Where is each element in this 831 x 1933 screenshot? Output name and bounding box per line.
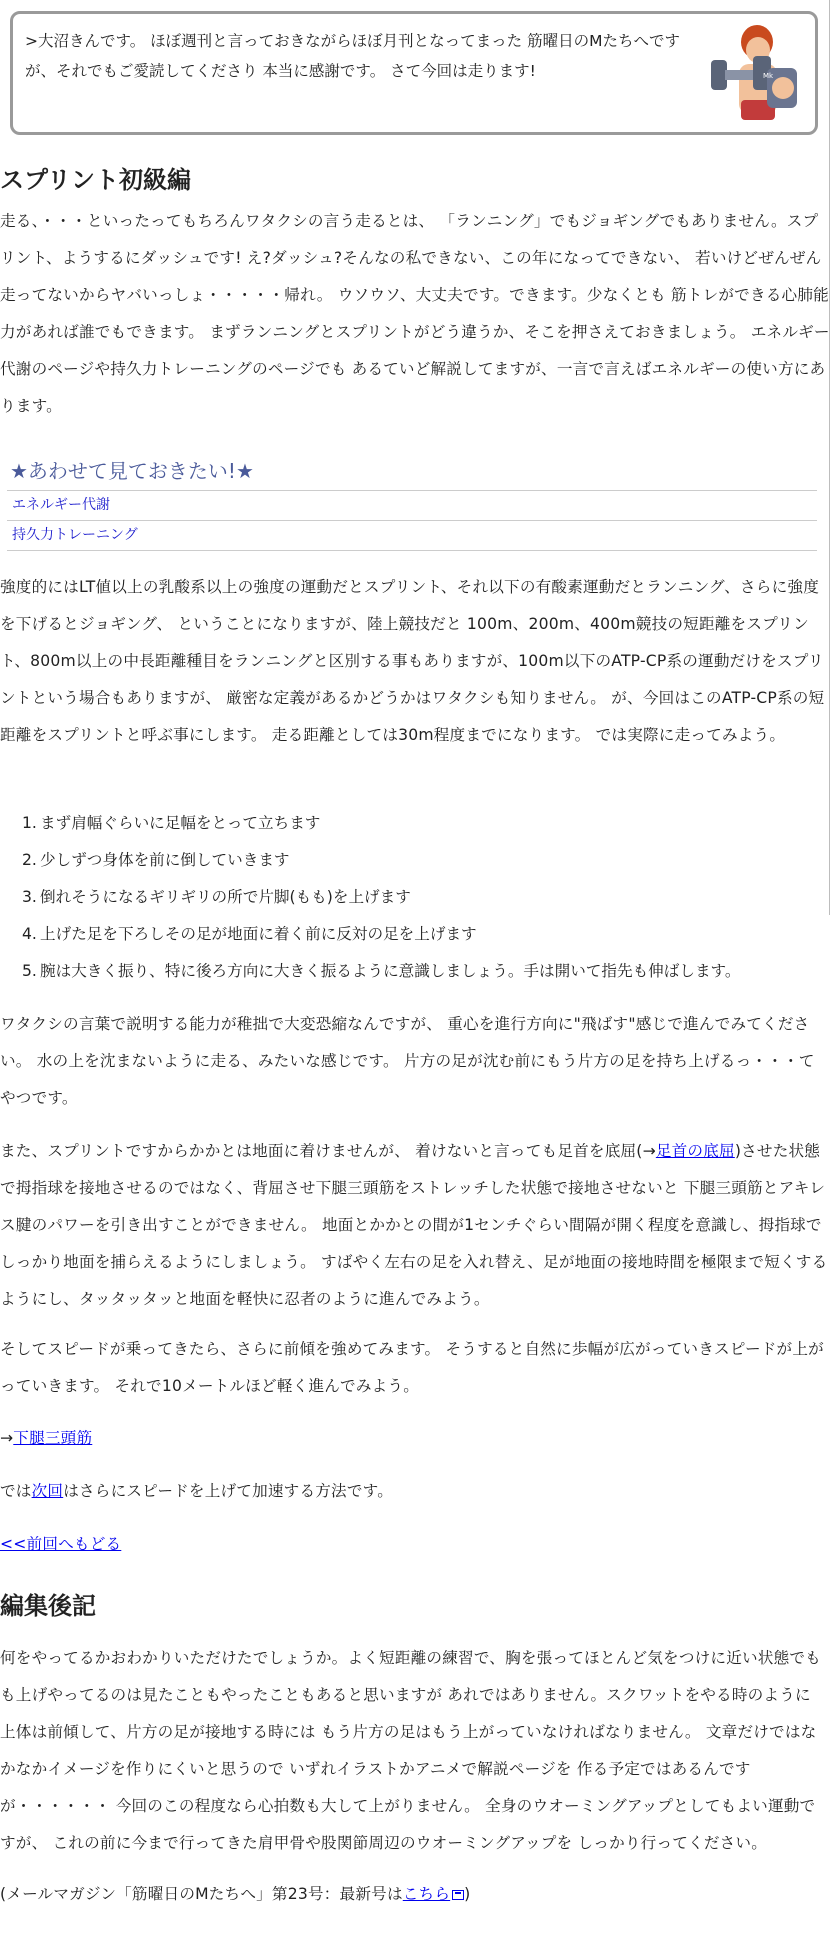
back-line xyxy=(0,1526,830,1563)
mascot-illustration xyxy=(705,20,807,124)
muscle-link-line: →下腿三頭筋 xyxy=(0,1429,93,1447)
paragraph-intro: 走る、・・・といったってもちろんワタクシの言う走るとは、 「ランニング」でもジョギングでもありません。スプリント、ようするにダッシュです! え?ダッシュ?そんなの私できない、この年になってできない、 若いけどぜんぜん走ってないからヤバいっしょ・・・・・帰れ。 ウソウソ、大丈夫です。できます。少なくとも 筋トレができる心肺能力があれば誰でもできます。 まずランニングとスプリントがどう違うか、そこを押さえておきましょう。 エネルギー代謝のページや持久力トレーニングのページでも あるていど解説してますが、一言で言えばエネルギーの使い方にあります。 xyxy=(0,212,830,415)
list-item: 1. まず肩幅ぐらいに足幅をとって立ちます xyxy=(22,814,321,832)
paragraph-definition: 強度的にはLT値以上の乳酸系以上の強度の運動だとスプリント、それ以下の有酸素運動だとランニング、さらに強度を下げるとジョギング、 ということになりますが、陸上競技だと 100m、200m、400m競技の短距離をスプリント、800m以上の中長距離種目をランニングと区別する事もありますが、100m以下のATP-CP系の運動だけをスプリントという場合もありますが、 厳密な定義があるかどうかはワタクシも知りません。 が、今回はこのATP-CP系の短距離をスプリントと呼ぶ事にします。 走る距離としては30m程度までになります。 では実際に走ってみよう。 xyxy=(0,578,825,744)
related-item xyxy=(7,520,817,551)
page-edge-rule xyxy=(829,0,830,915)
related-item xyxy=(7,490,817,520)
steps-list xyxy=(0,805,830,990)
link-next-issue[interactable]: 次回 xyxy=(31,1482,64,1500)
postscript-text: 何をやってるかおわかりいただけたでしょうか。よく短距離の練習で、胸を張ってほとんど気をつけに近い状態でもも上げやってるのは見たこともやったこともあると思いますが あれではありません。スクワットをやる時のように 上体は前傾して、片方の足が接地する時には もう片方の足はもう上がっていなければなりません。 文章だけではなかなかイメージを作りにくいと思うので いずれイラストかアニメで解説ページを 作る予定ではあるんですが・・・・・・ 今回のこの程度なら心拍数も大して上がりません。 全身のウオーミングアップとしてもよい運動ですが、 これの前に今まで行ってきた肩甲骨や股関節周辺のウオーミングアップを しっかり行ってください。 xyxy=(0,1649,821,1852)
list-item: 4. 上げた足を下ろしその足が地面に着く前に反対の足を上げます xyxy=(22,925,477,943)
link-energy-metabolism[interactable]: エネルギー代謝 xyxy=(12,497,110,513)
link-ankle-plantar-flexion[interactable]: 足首の底屈 xyxy=(655,1142,735,1160)
intro-text: >大沼きんです。 ほぼ週刊と言っておきながらほぼ月刊となってまった 筋曜日のMたちへですが、それでもご愛読してくださり 本当に感謝です。 さて今回は走ります! xyxy=(25,32,680,80)
external-window-icon xyxy=(452,1890,464,1900)
link-latest-issue[interactable]: こちら xyxy=(402,1885,451,1903)
paragraph-speed: そしてスピードが乗ってきたら、さらに前傾を強めてみます。 そうすると自然に歩幅が広がっていきスピードが上がっていきます。 それで10メートルほど軽く進んでみよう。 xyxy=(0,1340,824,1395)
list-item: 5. 腕は大きく振り、特に後ろ方向に大きく振るように意識しましょう。手は開いて指先も伸ばします。 xyxy=(22,962,741,980)
list-item: 2. 少しずつ身体を前に倒していきます xyxy=(22,851,290,869)
link-triceps-surae[interactable]: 下腿三頭筋 xyxy=(13,1429,93,1447)
next-line: では次回はさらにスピードを上げて加速する方法です。 xyxy=(0,1482,393,1500)
paragraph-feeling: ワタクシの言葉で説明する能力が稚拙で大変恐縮なんですが、 重心を進行方向に"飛ばす"感じで進んでみてください。 水の上を沈まないように走る、みたいな感じです。 片方の足が沈む前にもう片方の足を持ち上げるっ・・・てやつです。 xyxy=(0,1015,815,1107)
related-list xyxy=(7,490,817,551)
page-title: スプリント初級編 xyxy=(0,166,192,194)
paragraph-heel: また、スプリントですからかかとは地面に着けませんが、 着けないと言っても足首を底屈(→足首の底屈)させた状態で拇指球を接地させるのではなく、背屈させ下腿三頭筋をストレッチした状態で接地させないと 下腿三頭筋とアキレス腱のパワーを引き出すことができません。 地面とかかとの間が1センチぐらい間隔が開く程度を意識し、拇指球でしっかり地面を捕らえるようにしましょう。 すばやく左右の足を入れ替え、足が地面の接地時間を極限まで短くするようにし、タッタッタッと地面を軽快に忍者のように進んでみよう。 xyxy=(0,1142,828,1308)
postscript-title: 編集後記 xyxy=(0,1592,96,1620)
link-endurance-training[interactable]: 持久力トレーニング xyxy=(12,527,138,543)
back-link[interactable]: <<前回へもどる xyxy=(0,1535,122,1553)
list-item: 3. 倒れそうになるギリギリの所で片脚(もも)を上げます xyxy=(22,888,411,906)
footer-line: (メールマガジン「筋曜日のMたちへ」第23号：最新号はこちら ) xyxy=(0,1885,471,1903)
intro-box xyxy=(10,11,818,135)
related-title: ★あわせて見ておきたい!★ xyxy=(10,459,254,483)
svg-text:Mk: Mk xyxy=(763,72,774,80)
